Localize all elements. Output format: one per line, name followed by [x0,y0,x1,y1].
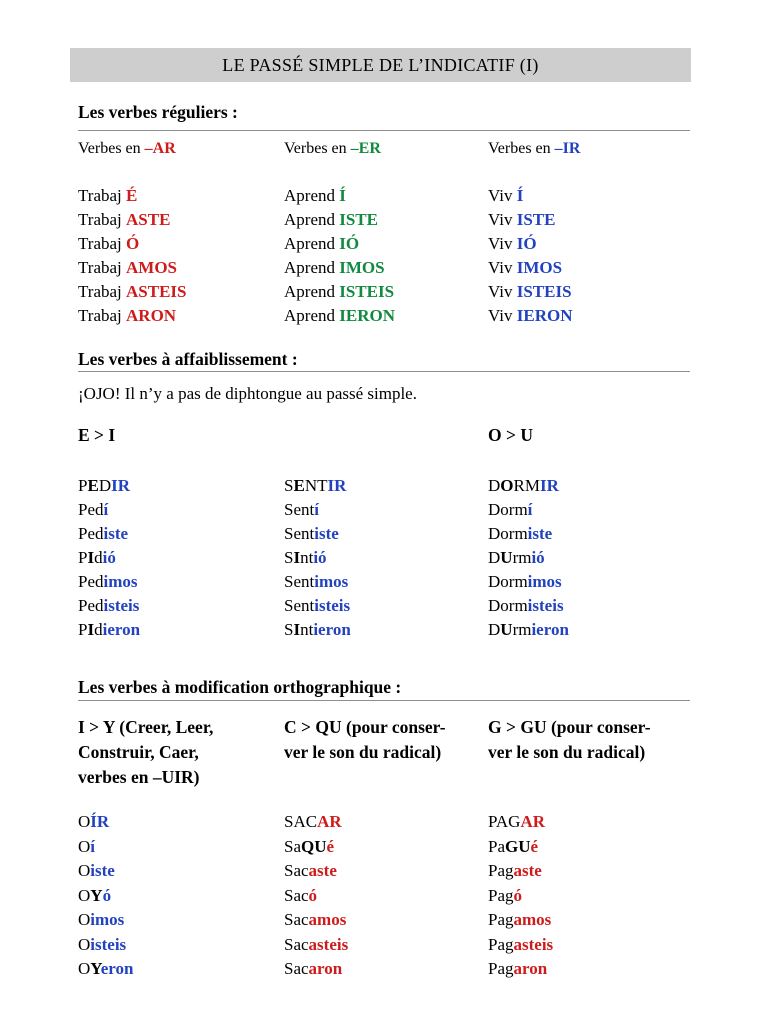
text-segment: ISTEIS [516,282,572,301]
text-segment: amos [308,910,347,929]
conjugation-row [78,570,280,594]
conjugation-row [78,594,280,618]
text-segment: í [527,500,533,519]
text-segment: P [78,548,88,567]
text-segment: Sent [284,500,315,519]
text-segment: IÓ [339,234,360,253]
text-segment: eron [100,959,134,978]
conjugation-row [488,256,690,280]
text-segment: Dorm [488,500,528,519]
text-segment: É [126,186,138,205]
column-header-line: C > QU (pour conser- [284,717,446,737]
column-header-line: verbes en –UIR) [78,767,200,787]
text-segment: D [488,476,501,495]
text-segment: RM [513,476,540,495]
text-segment: ASTEIS [126,282,187,301]
conjugation-row [488,570,690,594]
conjugation-row [78,256,280,280]
text-segment: Pa [488,836,505,856]
text-segment: Verbes en [488,140,555,157]
text-segment: NT [304,476,328,495]
conjugation-row [78,208,280,232]
text-segment: aron [513,959,548,978]
text-segment: iste [103,524,129,543]
conjugation-row [284,208,486,232]
conjugation-row [284,933,486,958]
text-segment: imos [314,572,349,591]
conjugation-column-oir [78,810,280,982]
text-segment: ieron [102,620,141,639]
text-segment: Sent [284,524,315,543]
text-segment: IMOS [339,258,385,277]
text-segment: Aprend [284,258,340,277]
text-segment: U [500,548,513,567]
column-header-er [284,140,486,158]
text-segment: é [530,836,539,856]
text-segment: ó [513,885,522,905]
conjugation-row [488,884,690,909]
text-segment: é [326,836,335,856]
conjugation-row [284,280,486,304]
text-segment: GU [505,836,531,856]
text-segment: Sac [284,885,309,905]
text-segment: ISTEIS [339,282,395,301]
conjugation-row [284,522,486,546]
text-segment: Ó [126,234,140,253]
text-segment: P [78,476,88,495]
text-segment: D [488,548,501,567]
conjugation-row [78,546,280,570]
text-segment: U [500,620,513,639]
conjugation-row [284,304,486,328]
conjugation-row [78,304,280,328]
text-segment: IR [111,476,130,495]
conjugation-row [284,618,486,642]
conjugation-row [488,232,690,256]
text-segment: ISTE [516,210,556,229]
section-heading-orthographique: Les verbes à modification orthographique : [78,677,402,697]
text-segment: Ped [78,572,104,591]
text-segment: Dorm [488,524,528,543]
subhead-o-vers-u: O > U [488,425,533,445]
conjugation-column-dormir [488,474,690,642]
text-segment: Aprend [284,210,340,229]
text-segment: O [78,861,91,880]
text-segment: Sac [284,934,309,954]
text-segment: E [87,476,99,495]
text-segment: asteis [308,934,349,954]
conjugation-row [488,957,690,982]
text-segment: P [78,620,88,639]
text-segment: Viv [488,234,517,253]
text-segment: Ped [78,596,104,615]
text-segment: isteis [527,596,564,615]
conjugation-row [284,498,486,522]
conjugation-row [78,835,280,860]
conjugation-row [78,810,280,835]
conjugation-row [78,184,280,208]
conjugation-row [488,208,690,232]
text-segment: Aprend [284,282,340,301]
text-segment: AMOS [126,258,178,277]
text-segment: ARON [126,306,177,325]
conjugation-row [488,184,690,208]
text-segment: O [500,476,514,495]
text-segment: –ER [350,140,381,157]
conjugation-column-pagar [488,810,690,982]
conjugation-column-trabajar [78,184,280,328]
text-segment: ió [531,548,545,567]
conjugation-row [78,280,280,304]
conjugation-row [284,570,486,594]
text-segment: ió [102,548,116,567]
text-segment: Verbes en [78,140,145,157]
text-segment: rm [512,548,532,567]
text-segment: nt [300,548,314,567]
conjugation-row [488,522,690,546]
text-segment: Dorm [488,572,528,591]
ojo-note: ¡OJO! Il n’y a pas de diphtongue au passé simple. [78,384,417,403]
text-segment: ó [102,885,112,905]
section-heading-affaiblissement: Les verbes à affaiblissement : [78,349,298,369]
text-segment: isteis [90,934,127,954]
text-segment: Trabaj [78,234,127,253]
text-segment: IMOS [516,258,563,277]
conjugation-column-vivir [488,184,690,328]
text-segment: d [94,620,103,639]
text-segment: Sent [284,572,315,591]
conjugation-row [78,474,280,498]
conjugation-row [488,933,690,958]
text-segment: IERON [339,306,395,325]
text-segment: I [87,548,95,567]
text-segment: D [98,476,112,495]
text-segment: Aprend [284,234,340,253]
text-segment: Trabaj [78,258,127,277]
text-segment: Trabaj [78,282,127,301]
text-segment: imos [90,910,125,929]
column-header-line: I > Y (Creer, Leer, [78,717,214,737]
text-segment: imos [527,572,562,591]
text-segment: Trabaj [78,306,127,325]
column-header-c-vers-qu [284,715,486,765]
text-segment: rm [512,620,532,639]
conjugation-row [284,908,486,933]
text-segment: Viv [488,210,517,229]
conjugation-row [488,498,690,522]
column-header-ar [78,140,280,158]
text-segment: Sac [284,959,309,978]
text-segment: Sa [284,836,301,856]
text-segment: Viv [488,306,517,325]
conjugation-row [78,908,280,933]
text-segment: IR [327,476,347,495]
text-segment: I [87,620,95,639]
text-segment: QU [301,836,327,856]
text-segment: S [284,476,294,495]
column-header-line: ver le son du radical) [284,742,442,762]
text-segment: Sac [284,861,309,880]
text-segment: iste [90,861,115,880]
text-segment: ieron [531,620,569,639]
text-segment: Sent [284,596,315,615]
conjugation-row [488,304,690,328]
text-segment: Aprend [284,186,340,205]
text-segment: IR [539,476,559,495]
page-title: LE PASSÉ SIMPLE DE L’INDICATIF (I) [222,54,539,75]
conjugation-column-sentir [284,474,486,642]
conjugation-row [78,522,280,546]
text-segment: Pag [488,861,514,880]
conjugation-row [284,184,486,208]
text-segment: O [78,885,91,905]
conjugation-column-aprender [284,184,486,328]
text-segment: isteis [103,596,140,615]
text-segment: S [284,548,294,567]
text-segment: Í [516,186,524,205]
conjugation-row [488,835,690,860]
text-segment: O [78,812,91,831]
section-divider [78,130,690,131]
conjugation-row [284,546,486,570]
text-segment: Y [90,885,103,905]
column-header-g-vers-gu [488,715,690,765]
conjugation-row [78,232,280,256]
section-divider [78,700,690,701]
title-bar [70,48,691,82]
column-header-line: Construir, Caer, [78,742,199,762]
conjugation-row [488,594,690,618]
text-segment: Pag [488,885,514,905]
conjugation-row [284,957,486,982]
subhead-e-vers-i: E > I [78,425,116,445]
conjugation-column-sacar [284,810,486,982]
text-segment: asteis [513,934,554,954]
text-segment: ieron [313,620,351,639]
text-segment: Aprend [284,306,340,325]
conjugation-row [284,474,486,498]
text-segment: Trabaj [78,186,127,205]
conjugation-row [78,933,280,958]
text-segment: D [488,620,501,639]
text-segment: aste [308,861,337,880]
text-segment: –IR [554,140,581,157]
text-segment: O [78,836,91,856]
conjugation-row [284,810,486,835]
text-segment: Verbes en [284,140,351,157]
conjugation-row [488,908,690,933]
conjugation-row [488,474,690,498]
conjugation-row [488,280,690,304]
text-segment: Í [339,186,346,205]
text-segment: imos [103,572,138,591]
text-segment: aron [308,959,343,978]
text-segment: Dorm [488,596,528,615]
conjugation-row [284,232,486,256]
text-segment: nt [300,620,314,639]
text-segment: Viv [488,258,517,277]
text-segment: í [314,500,319,519]
conjugation-row [488,859,690,884]
text-segment: Ped [78,524,104,543]
text-segment: ÍR [90,812,110,831]
section-heading-reguliers: Les verbes réguliers : [78,102,238,122]
text-segment: amos [513,910,552,929]
text-segment: iste [314,524,339,543]
text-segment: IÓ [516,234,537,253]
text-segment: –AR [144,140,176,157]
conjugation-row [78,859,280,884]
text-segment: í [90,836,96,856]
text-segment: Viv [488,282,517,301]
text-segment: isteis [314,596,351,615]
conjugation-row [284,256,486,280]
text-segment: O [78,934,91,954]
text-segment: PAG [488,812,521,831]
text-segment: AR [520,812,546,831]
text-segment: S [284,620,294,639]
text-segment: Sac [284,910,309,929]
text-segment: I [293,548,301,567]
text-segment: Viv [488,186,517,205]
text-segment: ió [313,548,327,567]
text-segment: O [78,910,91,929]
column-header-line: G > GU (pour conser- [488,717,651,737]
text-segment: Trabaj [78,210,127,229]
conjugation-row [488,546,690,570]
text-segment: SAC [284,812,318,831]
text-segment: Ped [78,500,104,519]
conjugation-row [488,618,690,642]
text-segment: Pag [488,934,514,954]
column-header-ir [488,140,690,158]
text-segment: í [103,500,109,519]
text-segment: ASTE [126,210,171,229]
text-segment: d [94,548,103,567]
conjugation-row [284,594,486,618]
section-divider [78,371,690,372]
conjugation-row [78,498,280,522]
text-segment: O [78,959,91,978]
text-segment: aste [513,861,542,880]
text-segment: iste [527,524,553,543]
column-header-line: ver le son du radical) [488,742,646,762]
text-segment: IERON [516,306,573,325]
text-segment: ISTE [339,210,378,229]
conjugation-row [284,884,486,909]
column-header-i-vers-y [78,715,280,790]
conjugation-column-pedir [78,474,280,642]
text-segment: Y [90,959,101,978]
conjugation-row [78,884,280,909]
conjugation-row [284,859,486,884]
conjugation-row [78,618,280,642]
conjugation-row [284,835,486,860]
text-segment: Pag [488,910,514,929]
text-segment: AR [317,812,342,831]
text-segment: I [293,620,301,639]
text-segment: E [293,476,305,495]
conjugation-row [488,810,690,835]
text-segment: ó [308,885,318,905]
conjugation-row [78,957,280,982]
text-segment: Pag [488,959,514,978]
